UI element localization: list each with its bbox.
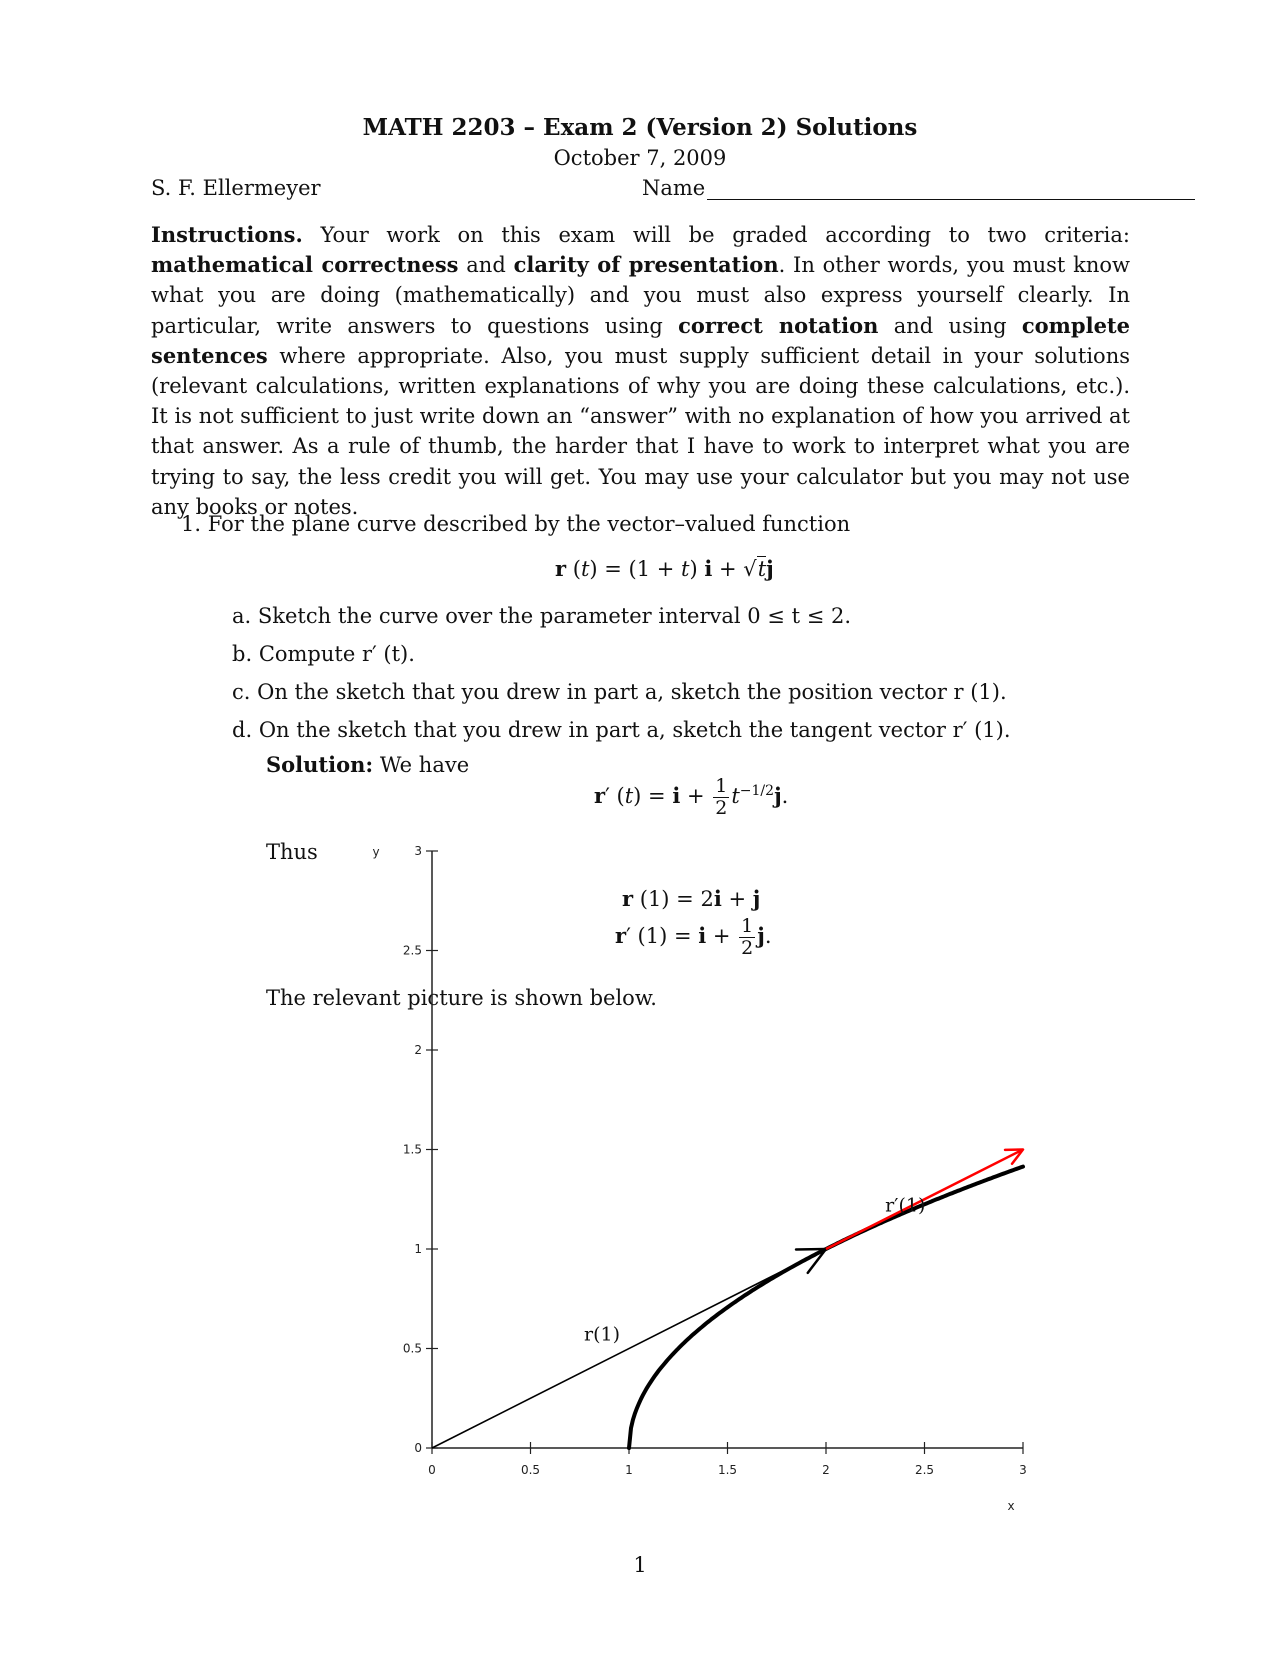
instructions-text-2: and: [458, 253, 514, 278]
y-tick-label-2: 1: [414, 1242, 422, 1256]
part-d-text: On the sketch that you drew in part a, sketch the tangent vector r′ (1).: [258, 718, 1011, 742]
part-a-text: Sketch the curve over the parameter interval 0 ≤ t ≤ 2.: [257, 604, 851, 628]
instructions-bold-3: correct notation: [678, 312, 879, 338]
part-b-text: Compute r′ (t).: [258, 642, 415, 666]
y-tick-label-0: 0: [414, 1441, 422, 1455]
y-tick-label-6: 3: [414, 844, 422, 858]
solution-label: Solution:: [266, 752, 374, 777]
y-tick-label-5: 2.5: [402, 943, 422, 958]
exam-date: October 7, 2009: [553, 146, 727, 170]
y-tick-label-1: 0.5: [402, 1341, 422, 1356]
x-tick-label-3: 1.5: [717, 1463, 738, 1477]
y-tick-label-4: 2: [414, 1043, 422, 1057]
x-tick-label-5: 2.5: [914, 1463, 935, 1477]
problem-number: 1.: [181, 512, 202, 536]
part-c-text: On the sketch that you drew in part a, sketch the position vector r (1).: [257, 680, 1007, 704]
instructions-bold-2: clarity of presentation: [513, 252, 779, 278]
position-vector-label: r(1): [584, 1323, 620, 1346]
position-vector: [432, 1249, 826, 1448]
x-tick-label-2: 1: [625, 1463, 633, 1477]
picture-text: The relevant picture is shown below.: [266, 986, 657, 1010]
instructions-lead: Instructions.: [151, 222, 303, 247]
curve-path: [629, 1167, 1023, 1448]
name-label: Name: [642, 176, 706, 200]
x-axis-label: x: [1007, 1499, 1015, 1513]
x-tick-label-4: 2: [822, 1463, 830, 1477]
equation-r-1: r (1) = 2i + j: [622, 886, 761, 911]
part-a-label: a.: [232, 604, 252, 628]
author: S. F. Ellermeyer: [151, 176, 321, 200]
x-tick-label-1: 0.5: [520, 1463, 541, 1477]
instructions-bold-1: mathematical correctness: [151, 252, 459, 278]
x-tick-label-6: 3: [1019, 1463, 1027, 1477]
instructions-text-5: where appropriate. Also, you must supply sufficient detail in your solutions (relevant calculations, written explanations of why you are doing these calculations, etc.). It is not sufficient to just write down an “answer” with no explanation of how you arrived at that answer. As a rule of thumb, the harder that I have to work to interpret what you are trying to say, the less credit you will get. You may use your calculator but you may not use any books or notes.: [151, 343, 1130, 519]
page-number: 1: [633, 1553, 647, 1577]
solution-text: We have: [379, 753, 470, 777]
tangent-vector-label: r′(1): [885, 1194, 926, 1217]
y-tick-label-3: 1.5: [402, 1142, 422, 1157]
part-d-label: d.: [232, 718, 253, 742]
thus-text: Thus: [266, 840, 318, 864]
instructions-text-3: . In other words, you must know what you are doing (mathematically) and you must also express yourself clearly. In particular, write answers to questions using: [151, 253, 1130, 338]
instructions-bold-4: complete sentences: [151, 312, 1130, 368]
equation-r-prime-t: r′ (t) = i + $\frac{1}{2}$ $t^{-1/2}j$.: [594, 775, 789, 819]
equation-r-prime-1: r′ (1) = i + $\frac{1}{2}$ j.: [615, 915, 772, 959]
part-c-label: c.: [232, 680, 251, 704]
page-title: MATH 2203 – Exam 2 (Version 2) Solutions: [362, 114, 918, 141]
equation-r-of-t: r (t) = (1 + t) i + √tj: [555, 556, 774, 581]
part-b-label: b.: [232, 642, 253, 666]
y-axis-label: y: [372, 845, 380, 859]
x-tick-label-0: 0: [428, 1463, 436, 1477]
problem-text: For the plane curve described by the vector–valued function: [207, 512, 851, 536]
instructions-text-4: and using: [878, 313, 1022, 338]
instructions-text-1: Your work on this exam will be graded according to two criteria:: [302, 223, 1130, 247]
